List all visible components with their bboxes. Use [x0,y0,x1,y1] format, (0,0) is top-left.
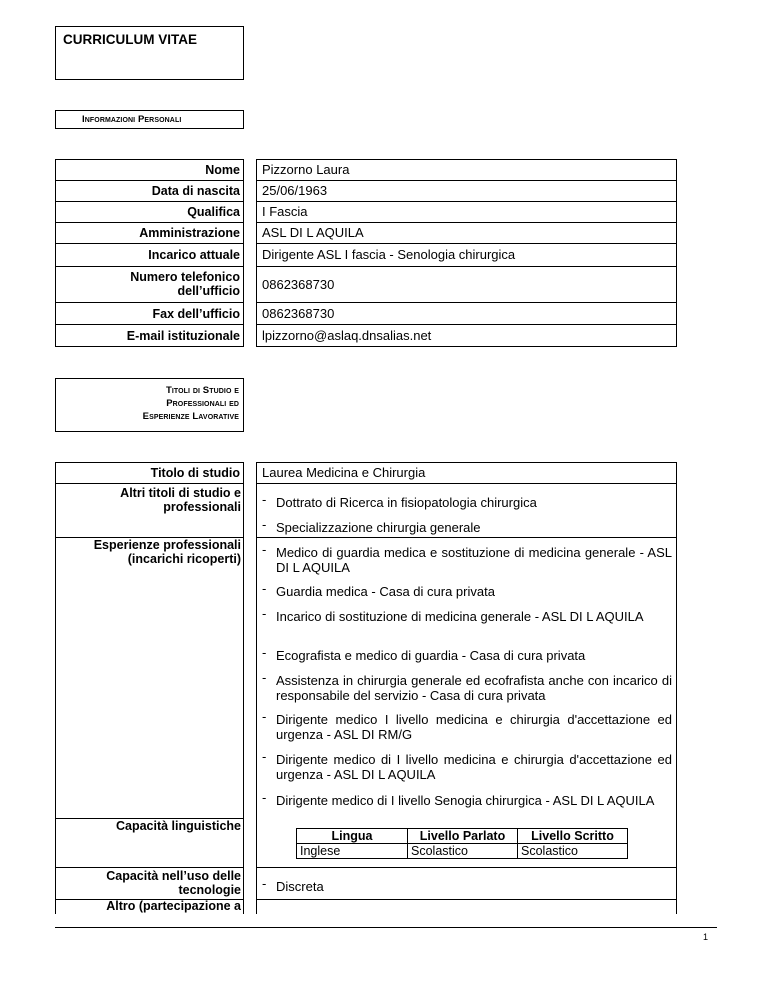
bullet-dash: - [262,749,267,764]
label-nome: Nome [55,159,244,181]
bullet-dash: - [262,606,267,621]
altri-titoli-item: Specializzazione chirurgia generale [276,520,481,535]
section-titles [55,378,244,432]
cell-lingua: Inglese [297,844,408,859]
bullet-dash: - [262,517,267,532]
languages-table [296,828,628,859]
section-personal-info [55,110,244,129]
header-livello-parlato: Livello Parlato [408,829,518,844]
label-capacita-tecnologie-line1: Capacità nell’uso delle [106,869,241,883]
label-data-nascita: Data di nascita [55,180,244,202]
bullet-dash: - [262,670,267,685]
label-titolo-studio: Titolo di studio [55,462,244,484]
label-amministrazione: Amministrazione [55,222,244,244]
label-numero-telefonico-line2: dell’ufficio [177,284,240,298]
label-email: E-mail istituzionale [55,324,244,347]
value-titolo-studio: Laurea Medicina e Chirurgia [256,462,677,484]
label-capacita-tecnologie-line2: tecnologie [178,883,241,897]
divider [55,867,244,868]
esperienza-item: Incarico di sostituzione di medicina generale - ASL DI L AQUILA [276,609,644,624]
value-fax: 0862368730 [256,302,677,325]
section-personal-info-label: Informazioni Personali [82,114,182,125]
title-box [55,26,244,80]
header-livello-scritto: Livello Scritto [518,829,628,844]
section-titles-label-line1: Titoli di Studio e [165,385,239,396]
label-capacita-linguistiche: Capacità linguistiche [115,819,241,833]
label-qualifica: Qualifica [55,201,244,223]
label-esperienze-line2: (incarichi ricoperti) [127,552,241,566]
document-title: CURRICULUM VITAE [63,32,197,47]
label-altri-titoli-line1: Altri titoli di studio e [120,486,241,500]
label-numero-telefonico-line1: Numero telefonico [130,270,240,284]
divider [256,867,677,868]
bullet-dash: - [262,581,267,596]
bullet-dash: - [262,709,267,724]
bullet-dash: - [262,492,267,507]
bullet-dash: - [262,790,267,805]
cell-livello-parlato: Scolastico [408,844,518,859]
value-capacita-tecnologie: Discreta [276,879,324,894]
esperienza-item: Dirigente medico I livello medicina e chirurgia d'accettazione ed urgenza - ASL DI RM/G [276,712,672,742]
esperienza-item: Ecografista e medico di guardia - Casa di cura privata [276,648,586,663]
label-esperienze-line1: Esperienze professionali [93,538,241,552]
cell-livello-scritto: Scolastico [518,844,628,859]
esperienza-item: Dirigente medico di I livello Senogia chirurgica - ASL DI L AQUILA [276,793,655,808]
divider [256,537,677,538]
label-altri-titoli [55,486,241,514]
value-nome: Pizzorno Laura [256,159,677,181]
divider [256,899,677,900]
value-data-nascita: 25/06/1963 [256,180,677,202]
value-email: lpizzorno@aslaq.dnsalias.net [256,324,677,347]
bullet-dash: - [262,645,267,660]
bullet-dash: - [262,876,267,891]
page-number: 1 [703,932,709,942]
label-capacita-tecnologie [55,869,241,897]
section-titles-label [143,384,239,423]
label-incarico-attuale: Incarico attuale [55,243,244,267]
footer-rule [55,927,717,928]
value-incarico-attuale: Dirigente ASL I fascia - Senologia chirurgica [256,243,677,267]
esperienza-item: Assistenza in chirurgia generale ed ecofrafista anche con incarico di responsabile del servizio - Casa di cura privata [276,673,672,703]
section-titles-label-line3: Esperienze Lavorative [142,411,239,422]
esperienza-item: Dirigente medico di I livello medicina e chirurgia d'accettazione ed urgenza - ASL DI L AQUILA [276,752,672,782]
esperienza-item: Medico di guardia medica e sostituzione di medicina generale - ASL DI L AQUILA [276,545,672,575]
label-esperienze [55,538,241,566]
esperienza-item: Guardia medica - Casa di cura privata [276,584,495,599]
section-titles-label-line2: Professionali ed [166,398,239,409]
header-lingua: Lingua [297,829,408,844]
value-numero-telefonico: 0862368730 [256,266,677,303]
altri-titoli-item: Dottrato di Ricerca in fisiopatologia chirurgica [276,495,537,510]
label-altri-titoli-line2: professionali [163,500,241,514]
languages-table-header [297,829,628,844]
label-altro: Altro (partecipazione a [106,899,241,913]
label-numero-telefonico [55,266,244,303]
table-row [297,844,628,859]
bullet-dash: - [262,542,267,557]
value-amministrazione: ASL DI L AQUILA [256,222,677,244]
label-fax: Fax dell’ufficio [55,302,244,325]
value-qualifica: I Fascia [256,201,677,223]
